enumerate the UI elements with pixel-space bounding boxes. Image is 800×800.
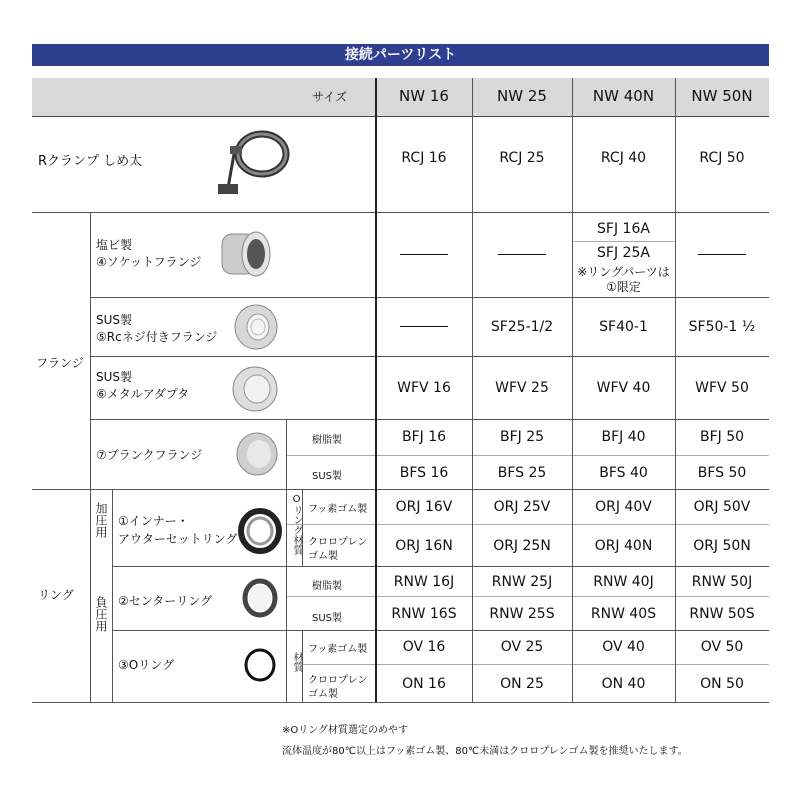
rule [302, 664, 769, 665]
oring-chloro-nw50: ON 50 [700, 676, 744, 692]
clamp-nw16: RCJ 16 [401, 150, 447, 166]
rc-nw50: SF50-1 ½ [688, 319, 756, 335]
rc-nw16-dash [376, 326, 472, 327]
center-resin-nw50: RNW 50J [691, 574, 753, 590]
rule [32, 116, 769, 117]
center-resin-nw40: RNW 40J [593, 574, 654, 590]
clamp-nw40: RCJ 40 [600, 150, 647, 166]
metal-adapter-image [230, 364, 280, 414]
socket-nw40-16a: SFJ 16A [597, 221, 650, 237]
socket-label: ④ソケットフランジ [96, 255, 202, 269]
rule [90, 297, 769, 298]
oring-chloro-label2: ゴム製 [308, 689, 338, 700]
col-header-nw50: NW 50N [691, 87, 753, 105]
oring-image [242, 646, 278, 684]
rule [90, 419, 769, 420]
socket-nw40-25a: SFJ 25A [597, 245, 650, 261]
inner-chloro-nw50: ORJ 50N [693, 538, 751, 554]
inner-fluoro-nw50: ORJ 50V [693, 499, 751, 515]
blank-sus-label: SUS製 [312, 471, 343, 482]
rule [32, 212, 769, 213]
inner-chloro-nw25: ORJ 25N [493, 538, 551, 554]
blank-resin-label: 樹脂製 [312, 435, 342, 446]
inner-chloro-label2: ゴム製 [308, 551, 338, 562]
inner-chloro-label: クロロプレン [308, 537, 368, 548]
blank-resin-nw40: BFJ 40 [601, 429, 646, 445]
ring-group-label: リング [38, 588, 74, 602]
rule [112, 566, 769, 567]
inner-chloro-nw40: ORJ 40N [594, 538, 653, 554]
center-resin-nw16: RNW 16J [393, 574, 455, 590]
socket-flange-image [216, 226, 276, 284]
oring-fluoro-label: フッ素ゴム製 [308, 644, 368, 655]
rc-flange-image [232, 302, 280, 352]
inner-fluoro-nw40: ORJ 40V [595, 499, 652, 515]
rule [32, 489, 769, 490]
col-header-nw40: NW 40N [592, 87, 655, 105]
rule [572, 241, 675, 242]
negative-label: 負圧用 [94, 596, 108, 632]
center-resin-nw25: RNW 25J [491, 574, 553, 590]
blank-sus-nw40: BFS 40 [599, 465, 648, 481]
note-text: 流体温度が80℃以上はフッ素ゴム製、80℃未満はクロロプレンゴム製を推奨いたします。 [282, 746, 688, 757]
divider [286, 630, 287, 702]
inner-ring-image [238, 508, 282, 554]
clamp-nw25: RCJ 25 [499, 150, 545, 166]
socket-nw50-dash [675, 254, 769, 255]
center-sus-nw25: RNW 25S [489, 606, 555, 622]
blank-sus-nw25: BFS 25 [497, 465, 547, 481]
inner-material-label: Oリング材質 [291, 494, 302, 555]
center-resin-label: 樹脂製 [312, 581, 342, 592]
center-sus-nw50: RNW 50S [689, 606, 755, 622]
divider [90, 489, 91, 702]
blank-label: ⑦ブランクフランジ [96, 448, 203, 462]
inner-label: ①インナー・ [118, 514, 189, 528]
socket-nw25-dash [472, 254, 572, 255]
rule [32, 702, 769, 703]
socket-nw16-dash [376, 254, 472, 255]
metal-material: SUS製 [96, 370, 133, 384]
note-title: ※Oリング材質選定のめやす [282, 725, 409, 736]
page-title: 接続パーツリスト [344, 47, 457, 63]
socket-nw40-note2: ①限定 [606, 280, 641, 294]
socket-material: 塩ビ製 [96, 238, 133, 252]
center-sus-nw16: RNW 16S [391, 606, 457, 622]
divider [112, 489, 113, 702]
oring-material-label: 材質 [291, 652, 302, 672]
clamp-label: Rクランプ しめ太 [38, 154, 143, 169]
blank-sus-nw16: BFS 16 [399, 465, 449, 481]
oring-fluoro-nw40: OV 40 [602, 639, 645, 655]
clamp-image [212, 124, 292, 204]
rule [286, 524, 769, 525]
oring-fluoro-nw25: OV 25 [500, 639, 544, 655]
blank-resin-nw50: BFJ 50 [699, 429, 745, 445]
rc-material: SUS製 [96, 313, 133, 327]
col-header-nw25: NW 25 [497, 87, 547, 105]
oring-fluoro-nw50: OV 50 [700, 639, 744, 655]
inner-fluoro-nw16: ORJ 16V [395, 499, 453, 515]
pressure-label: 加圧用 [94, 502, 108, 538]
oring-fluoro-nw16: OV 16 [402, 639, 446, 655]
blank-resin-nw16: BFJ 16 [401, 429, 447, 445]
center-sus-nw40: RNW 40S [590, 606, 657, 622]
flange-group-label: フランジ [36, 356, 84, 370]
oring-label: ③Oリング [118, 658, 174, 672]
rc-nw40: SF40-1 [599, 319, 648, 335]
oring-chloro-nw25: ON 25 [500, 676, 544, 692]
divider [286, 419, 287, 489]
metal-nw40: WFV 40 [596, 380, 651, 396]
inner-chloro-nw16: ORJ 16N [395, 538, 453, 554]
metal-nw50: WFV 50 [695, 380, 749, 396]
metal-label: ⑥メタルアダプタ [96, 387, 190, 401]
inner-label2: アウターセットリング [118, 532, 238, 546]
socket-nw40-note: ※リングパーツは [577, 265, 670, 279]
divider [286, 489, 287, 630]
rc-nw25: SF25-1/2 [490, 319, 554, 335]
clamp-nw50: RCJ 50 [699, 150, 745, 166]
blank-flange-image [234, 430, 280, 478]
inner-fluoro-nw25: ORJ 25V [493, 499, 551, 515]
size-label: サイズ [312, 90, 348, 104]
rule [90, 356, 769, 357]
rule [286, 596, 769, 597]
oring-chloro-label: クロロプレン [308, 675, 368, 686]
center-ring-image [242, 578, 278, 618]
rule [112, 630, 769, 631]
center-label: ②センターリング [118, 594, 213, 608]
inner-fluoro-label: フッ素ゴム製 [308, 504, 368, 515]
divider [90, 212, 91, 489]
oring-chloro-nw40: ON 40 [601, 676, 646, 692]
oring-chloro-nw16: ON 16 [402, 676, 446, 692]
center-sus-label: SUS製 [312, 613, 343, 624]
col-header-nw16: NW 16 [399, 87, 449, 105]
blank-resin-nw25: BFJ 25 [499, 429, 545, 445]
title-bar [32, 44, 769, 66]
metal-nw25: WFV 25 [495, 380, 549, 396]
metal-nw16: WFV 16 [397, 380, 451, 396]
rc-label: ⑤Rcネジ付きフランジ [96, 330, 218, 344]
blank-sus-nw50: BFS 50 [697, 465, 747, 481]
rule [286, 455, 769, 456]
